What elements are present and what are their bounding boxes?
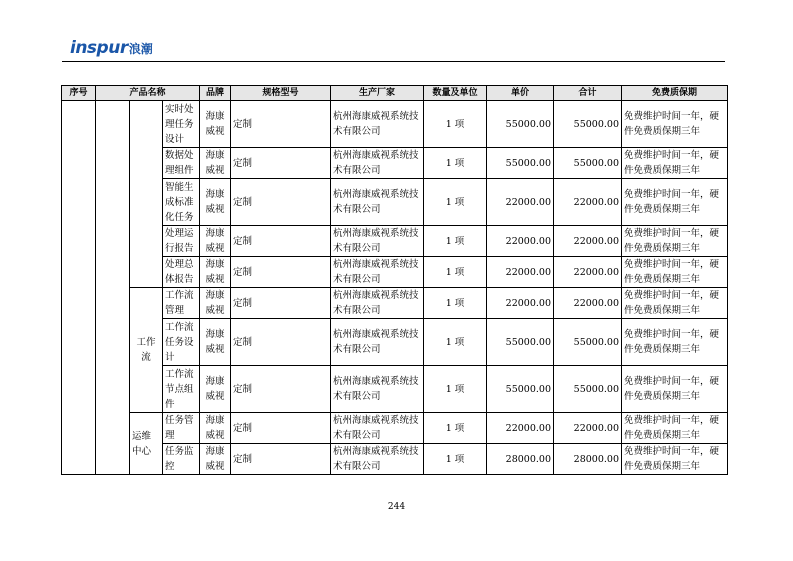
warranty: 免费维护时间一年，硬件免费质保期三年 bbox=[622, 413, 728, 444]
warranty: 免费维护时间一年，硬件免费质保期三年 bbox=[622, 148, 728, 179]
unit-price: 55000.00 bbox=[487, 101, 554, 148]
header-cell: 品牌 bbox=[200, 86, 231, 101]
brand: 海康威视 bbox=[200, 101, 231, 148]
quantity: 1 项 bbox=[424, 148, 487, 179]
manufacturer: 杭州海康威视系统技术有限公司 bbox=[331, 288, 424, 319]
group-cell bbox=[130, 101, 163, 288]
model: 定制 bbox=[231, 444, 331, 475]
total: 22000.00 bbox=[554, 179, 622, 226]
model: 定制 bbox=[231, 148, 331, 179]
model: 定制 bbox=[231, 257, 331, 288]
category-cell bbox=[96, 101, 130, 475]
product-name: 任务管理 bbox=[163, 413, 200, 444]
header-cell: 序号 bbox=[62, 86, 96, 101]
header-cell: 单价 bbox=[487, 86, 554, 101]
table-row bbox=[62, 288, 728, 319]
header-rule bbox=[62, 61, 725, 62]
header-cell: 免费质保期 bbox=[622, 86, 728, 101]
serial-cell bbox=[62, 101, 96, 475]
header-cell: 合计 bbox=[554, 86, 622, 101]
product-name: 智能生成标准化任务 bbox=[163, 179, 200, 226]
model: 定制 bbox=[231, 101, 331, 148]
quantity: 1 项 bbox=[424, 101, 487, 148]
brand: 海康威视 bbox=[200, 179, 231, 226]
warranty: 免费维护时间一年，硬件免费质保期三年 bbox=[622, 319, 728, 366]
logo-chinese-name: 浪潮 bbox=[128, 41, 153, 56]
manufacturer: 杭州海康威视系统技术有限公司 bbox=[331, 257, 424, 288]
logo-wordmark: inspur bbox=[70, 38, 128, 58]
unit-price: 55000.00 bbox=[487, 366, 554, 413]
quantity: 1 项 bbox=[424, 257, 487, 288]
unit-price: 22000.00 bbox=[487, 226, 554, 257]
group-label-ops-center: 运维中心 bbox=[130, 413, 163, 475]
manufacturer: 杭州海康威视系统技术有限公司 bbox=[331, 444, 424, 475]
quantity: 1 项 bbox=[424, 288, 487, 319]
header-cell: 规格型号 bbox=[231, 86, 331, 101]
total: 22000.00 bbox=[554, 226, 622, 257]
unit-price: 22000.00 bbox=[487, 257, 554, 288]
manufacturer: 杭州海康威视系统技术有限公司 bbox=[331, 101, 424, 148]
warranty: 免费维护时间一年，硬件免费质保期三年 bbox=[622, 101, 728, 148]
total: 55000.00 bbox=[554, 148, 622, 179]
model: 定制 bbox=[231, 226, 331, 257]
header-cell: 产品名称 bbox=[96, 86, 200, 101]
quantity: 1 项 bbox=[424, 413, 487, 444]
product-name: 数据处理组件 bbox=[163, 148, 200, 179]
product-name: 工作流管理 bbox=[163, 288, 200, 319]
model: 定制 bbox=[231, 413, 331, 444]
group-label-workflow: 工作流 bbox=[130, 288, 163, 413]
model: 定制 bbox=[231, 319, 331, 366]
brand: 海康威视 bbox=[200, 148, 231, 179]
unit-price: 22000.00 bbox=[487, 413, 554, 444]
table-header-row bbox=[62, 86, 728, 101]
warranty: 免费维护时间一年，硬件免费质保期三年 bbox=[622, 366, 728, 413]
total: 22000.00 bbox=[554, 288, 622, 319]
unit-price: 22000.00 bbox=[487, 288, 554, 319]
manufacturer: 杭州海康威视系统技术有限公司 bbox=[331, 366, 424, 413]
product-name: 处理总体报告 bbox=[163, 257, 200, 288]
unit-price: 55000.00 bbox=[487, 148, 554, 179]
quantity: 1 项 bbox=[424, 179, 487, 226]
unit-price: 22000.00 bbox=[487, 179, 554, 226]
product-name: 处理运行报告 bbox=[163, 226, 200, 257]
brand: 海康威视 bbox=[200, 288, 231, 319]
brand: 海康威视 bbox=[200, 366, 231, 413]
table-row bbox=[62, 101, 728, 148]
brand: 海康威视 bbox=[200, 226, 231, 257]
manufacturer: 杭州海康威视系统技术有限公司 bbox=[331, 319, 424, 366]
manufacturer: 杭州海康威视系统技术有限公司 bbox=[331, 226, 424, 257]
manufacturer: 杭州海康威视系统技术有限公司 bbox=[331, 148, 424, 179]
total: 55000.00 bbox=[554, 319, 622, 366]
total: 28000.00 bbox=[554, 444, 622, 475]
brand: 海康威视 bbox=[200, 257, 231, 288]
model: 定制 bbox=[231, 288, 331, 319]
warranty: 免费维护时间一年，硬件免费质保期三年 bbox=[622, 257, 728, 288]
quantity: 1 项 bbox=[424, 366, 487, 413]
inspur-logo bbox=[70, 38, 153, 58]
brand: 海康威视 bbox=[200, 319, 231, 366]
model: 定制 bbox=[231, 179, 331, 226]
table-row bbox=[62, 413, 728, 444]
quantity: 1 项 bbox=[424, 319, 487, 366]
manufacturer: 杭州海康威视系统技术有限公司 bbox=[331, 179, 424, 226]
quantity: 1 项 bbox=[424, 444, 487, 475]
brand: 海康威视 bbox=[200, 413, 231, 444]
product-name: 工作流节点组件 bbox=[163, 366, 200, 413]
header-cell: 数量及单位 bbox=[424, 86, 487, 101]
warranty: 免费维护时间一年，硬件免费质保期三年 bbox=[622, 444, 728, 475]
page-number: 244 bbox=[387, 502, 406, 512]
quantity: 1 项 bbox=[424, 226, 487, 257]
unit-price: 55000.00 bbox=[487, 319, 554, 366]
warranty: 免费维护时间一年，硬件免费质保期三年 bbox=[622, 288, 728, 319]
model: 定制 bbox=[231, 366, 331, 413]
total: 55000.00 bbox=[554, 101, 622, 148]
unit-price: 28000.00 bbox=[487, 444, 554, 475]
product-name: 任务监控 bbox=[163, 444, 200, 475]
product-name: 实时处理任务设计 bbox=[163, 101, 200, 148]
brand: 海康威视 bbox=[200, 444, 231, 475]
total: 22000.00 bbox=[554, 257, 622, 288]
warranty: 免费维护时间一年，硬件免费质保期三年 bbox=[622, 179, 728, 226]
warranty: 免费维护时间一年，硬件免费质保期三年 bbox=[622, 226, 728, 257]
header-cell: 生产厂家 bbox=[331, 86, 424, 101]
manufacturer: 杭州海康威视系统技术有限公司 bbox=[331, 413, 424, 444]
total: 55000.00 bbox=[554, 366, 622, 413]
total: 22000.00 bbox=[554, 413, 622, 444]
quotation-table bbox=[61, 85, 728, 475]
product-name: 工作流任务设计 bbox=[163, 319, 200, 366]
